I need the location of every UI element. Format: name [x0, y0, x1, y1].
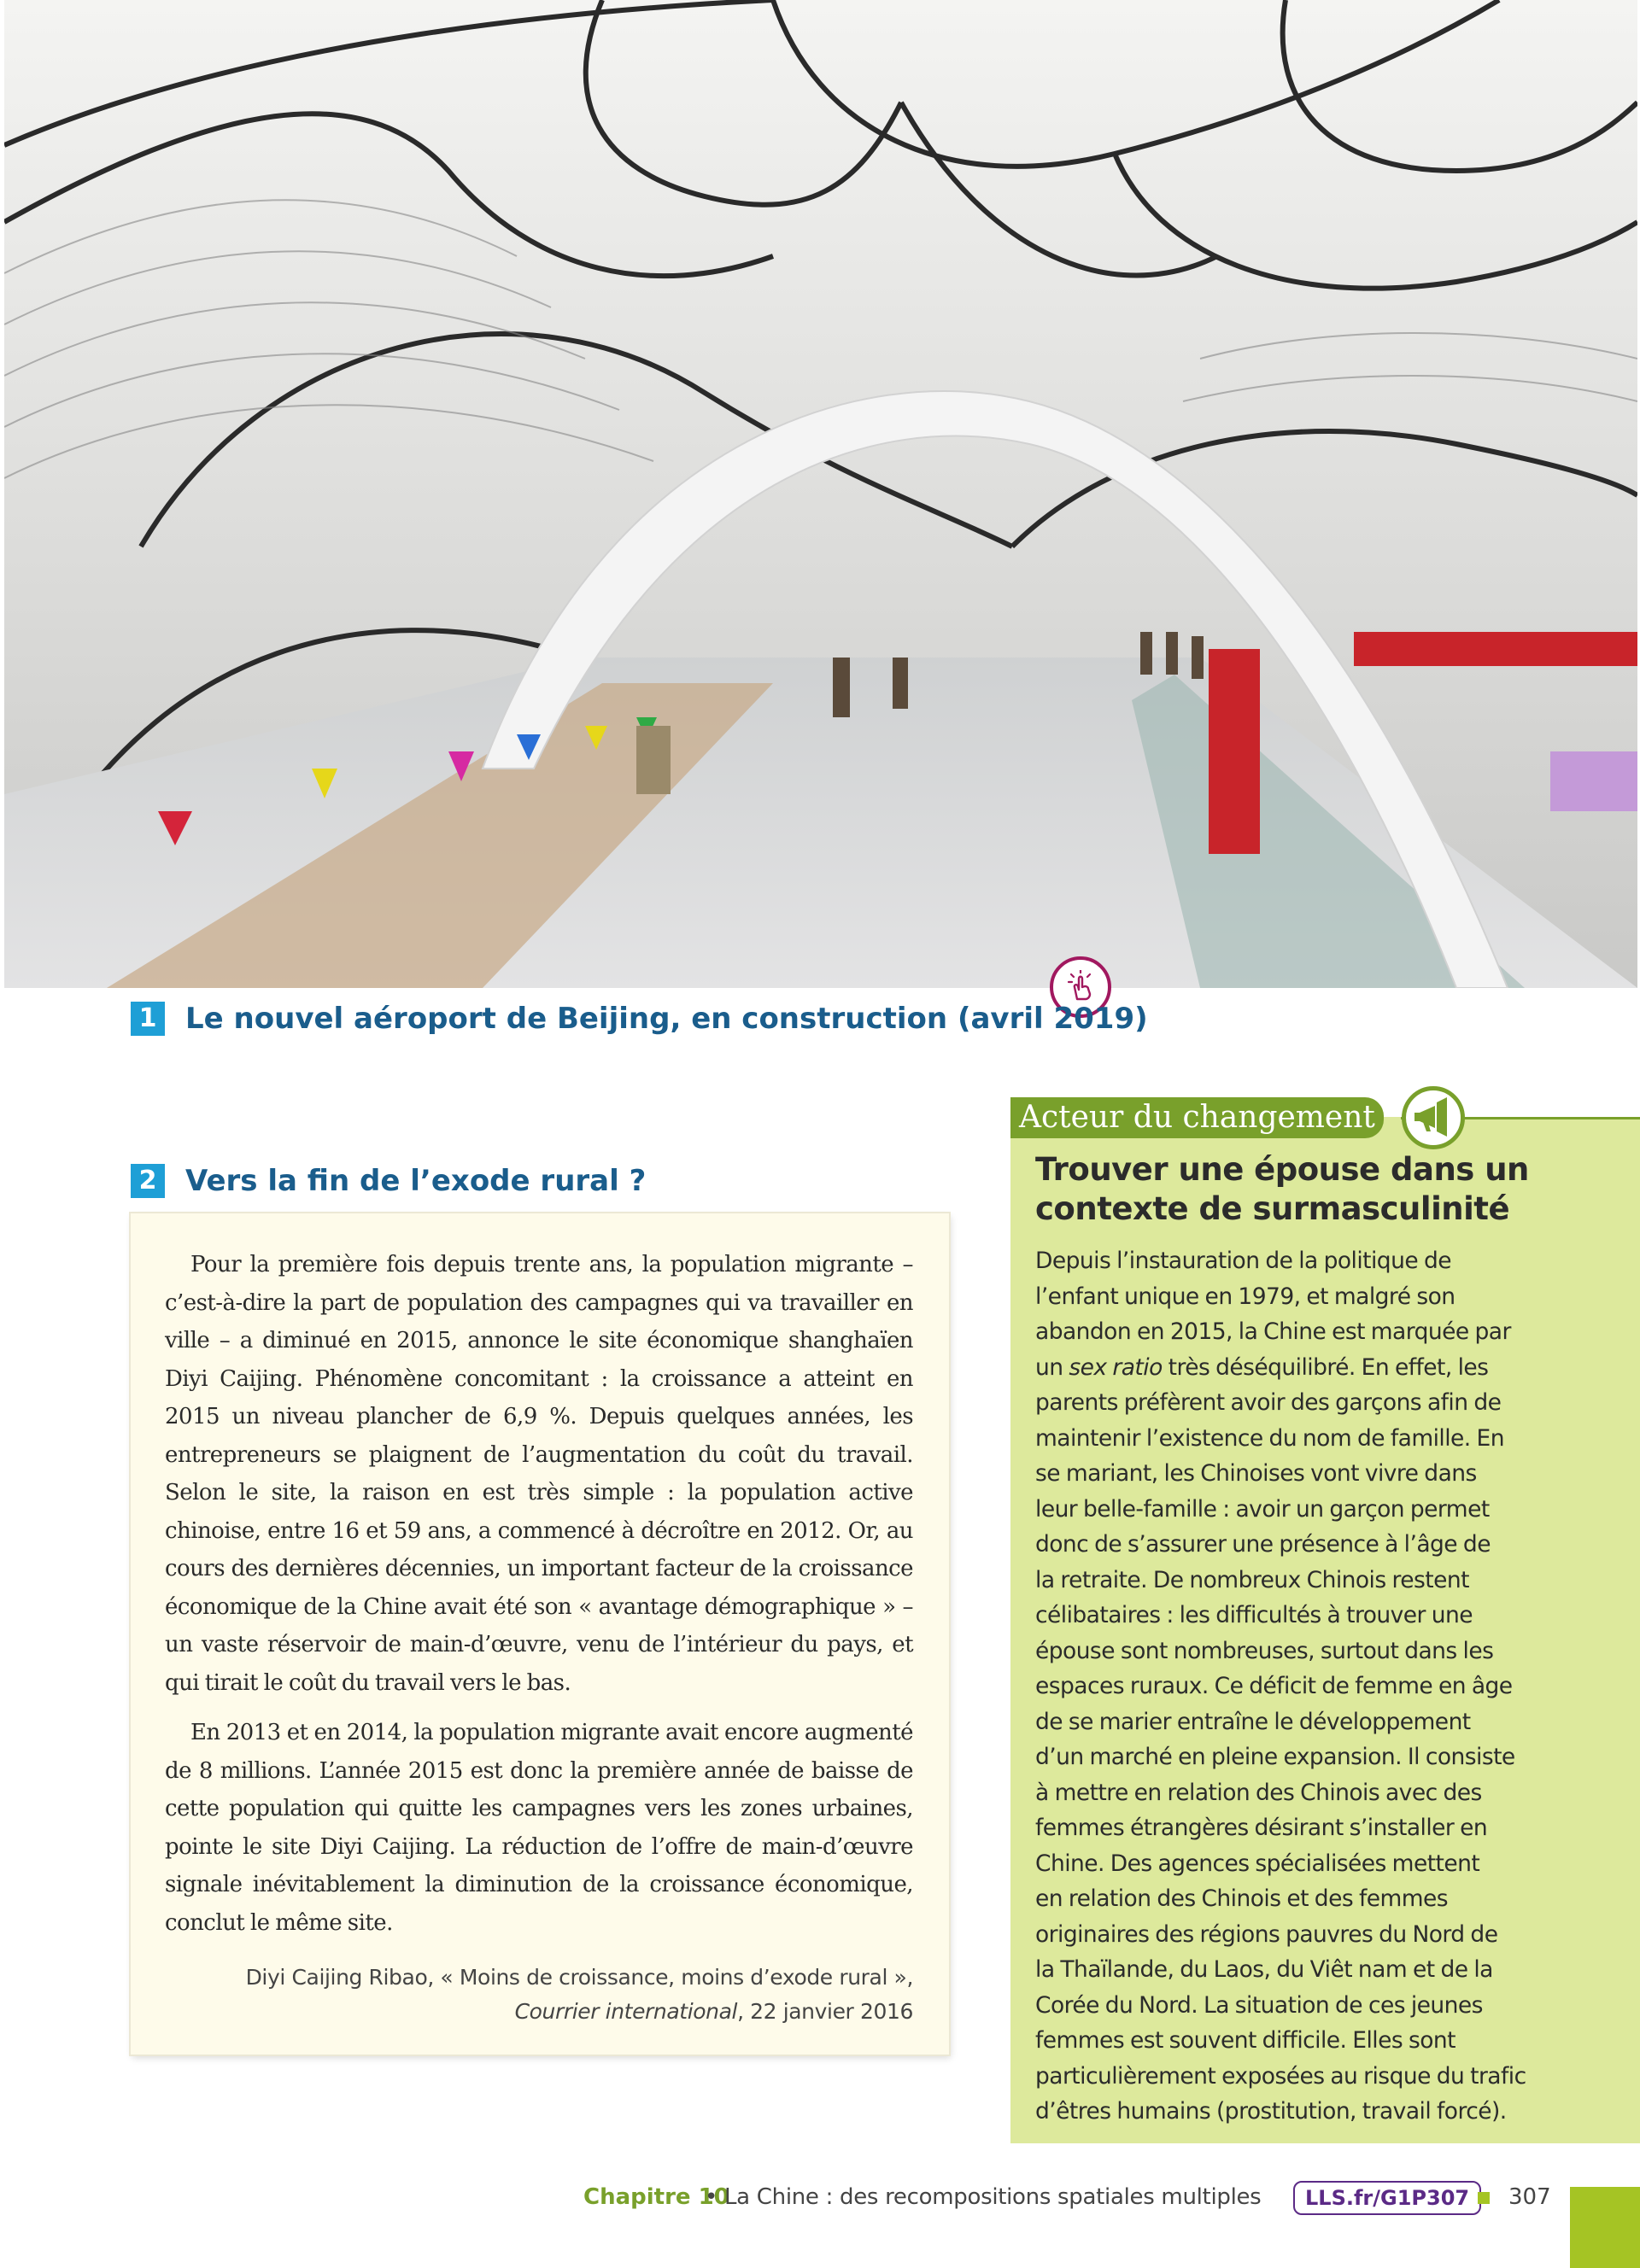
sex-ratio-term: sex ratio: [1069, 1353, 1163, 1381]
doc2-number: 2: [131, 1164, 165, 1198]
actor-line: parents préfèrent avoir des garçons afin de: [1035, 1389, 1502, 1416]
page-corner-tab: [1570, 2187, 1640, 2268]
doc1-number: 1: [131, 1002, 165, 1036]
page-number: 307: [1508, 2184, 1551, 2210]
actor-line: donc de s’assurer une présence à l’âge de: [1035, 1531, 1491, 1558]
actor-line: espaces ruraux. Ce déficit de femme en âge: [1035, 1673, 1513, 1699]
actor-line: de se marier entraîne le développement: [1035, 1708, 1471, 1735]
footer-chapter-title: • La Chine : des recompositions spatiales multiples: [705, 2184, 1262, 2210]
airport-photo: [4, 0, 1637, 988]
actor-line: abandon en 2015, la Chine est marquée par: [1035, 1318, 1511, 1345]
actor-line: célibataires : les difficultés à trouver une: [1035, 1602, 1473, 1628]
actor-line: Chine. Des agences spécialisées mettent: [1035, 1850, 1480, 1877]
doc2-source: [165, 1961, 913, 2029]
footer-link[interactable]: LLS.fr/G1P307: [1293, 2181, 1481, 2215]
source-date: , 22 janvier 2016: [737, 1999, 913, 2024]
doc2-paragraph-2: En 2013 et en 2014, la population migrante avait encore augmenté de 8 millions. L’année 2015 est donc la première année de baisse de cette population qui quitte les campagnes vers les zones urbaines, pointe le site Diyi Caijing. La réduction de l’offre de main-d’œuvre signale inévitablement la diminution de la croissance économique, conclut le même site.: [165, 1720, 913, 1936]
actor-line: Corée du Nord. La situation de ces jeunes: [1035, 1991, 1483, 2019]
actor-line: femmes étrangères désirant s’installer en: [1035, 1815, 1488, 1841]
footer-chapter: Chapitre 10: [583, 2184, 729, 2210]
source-author: Diyi Caijing Ribao, « Moins de croissance, moins d’exode rural »,: [245, 1965, 913, 1990]
actor-line: d’un marché en pleine expansion. Il consiste: [1035, 1744, 1515, 1770]
actor-tab-label: Acteur du changement: [1010, 1097, 1384, 1138]
page-footer: [0, 2180, 1640, 2214]
doc2-paragraph-1: Pour la première fois depuis trente ans, la population migrante – c’est-à-dire la part de population des campagnes qui va travailler en ville – a diminué en 2015, annonce le site économique shanghaïen Diyi Caijing. Phénomène concomitant : la croissance a atteint en 2015 un niveau plancher de 6,9 %. Depuis quelques années, les entrepreneurs se plaignent de l’augmentation du coût du travail. Selon le site, la raison en est très simple : la population active chinoise, entre 16 et 59 ans, a commencé à décroître en 2012. Or, au cours des dernières décennies, un important facteur de la croissance économique de la Chine avait été son « avantage démographique » – un vaste réservoir de main-d’œuvre, venu de l’intérieur du pays, et qui tirait le coût du travail vers le bas.: [165, 1252, 913, 1696]
actor-line: épouse sont nombreuses, surtout dans les: [1035, 1637, 1494, 1664]
actor-line-start: un: [1035, 1353, 1069, 1381]
megaphone-icon: [1402, 1086, 1465, 1149]
footer-marker: [1478, 2192, 1490, 2204]
actor-line: en relation des Chinois et des femmes: [1035, 1885, 1449, 1912]
actor-line: femmes est souvent difficile. Elles sont: [1035, 2027, 1456, 2054]
source-publication: Courrier international: [514, 1999, 738, 2024]
actor-line: [1035, 1350, 1623, 1386]
actor-title: Trouver une épouse dans un contexte de surmasculinité: [1035, 1151, 1529, 1227]
actor-line: la Thaïlande, du Laos, du Viêt nam et de la: [1035, 1956, 1493, 1983]
actor-line: maintenir l’existence du nom de famille. En: [1035, 1424, 1504, 1452]
actor-line: l’enfant unique en 1979, et malgré son: [1035, 1283, 1456, 1310]
actor-line: à mettre en relation des Chinois avec des: [1035, 1779, 1482, 1806]
actor-line: se mariant, les Chinoises vont vivre dans: [1035, 1460, 1477, 1487]
actor-body: [1035, 1243, 1623, 2130]
doc1-title: Le nouvel aéroport de Beijing, en construction (avril 2019): [185, 1002, 1148, 1036]
doc2-title: Vers la fin de l’exode rural ?: [185, 1164, 647, 1198]
actor-line: d’êtres humains (prostitution, travail forcé).: [1035, 2098, 1507, 2125]
actor-line-end: très déséquilibré. En effet, les: [1162, 1353, 1489, 1381]
actor-line: leur belle-famille : avoir un garçon permet: [1035, 1495, 1490, 1523]
actor-line: originaires des régions pauvres du Nord de: [1035, 1920, 1498, 1948]
actor-line: particulièrement exposées au risque du trafic: [1035, 2062, 1526, 2090]
doc2-text-box: [131, 1213, 949, 2055]
actor-line: Depuis l’instauration de la politique de: [1035, 1248, 1451, 1274]
actor-line: la retraite. De nombreux Chinois restent: [1035, 1566, 1469, 1593]
